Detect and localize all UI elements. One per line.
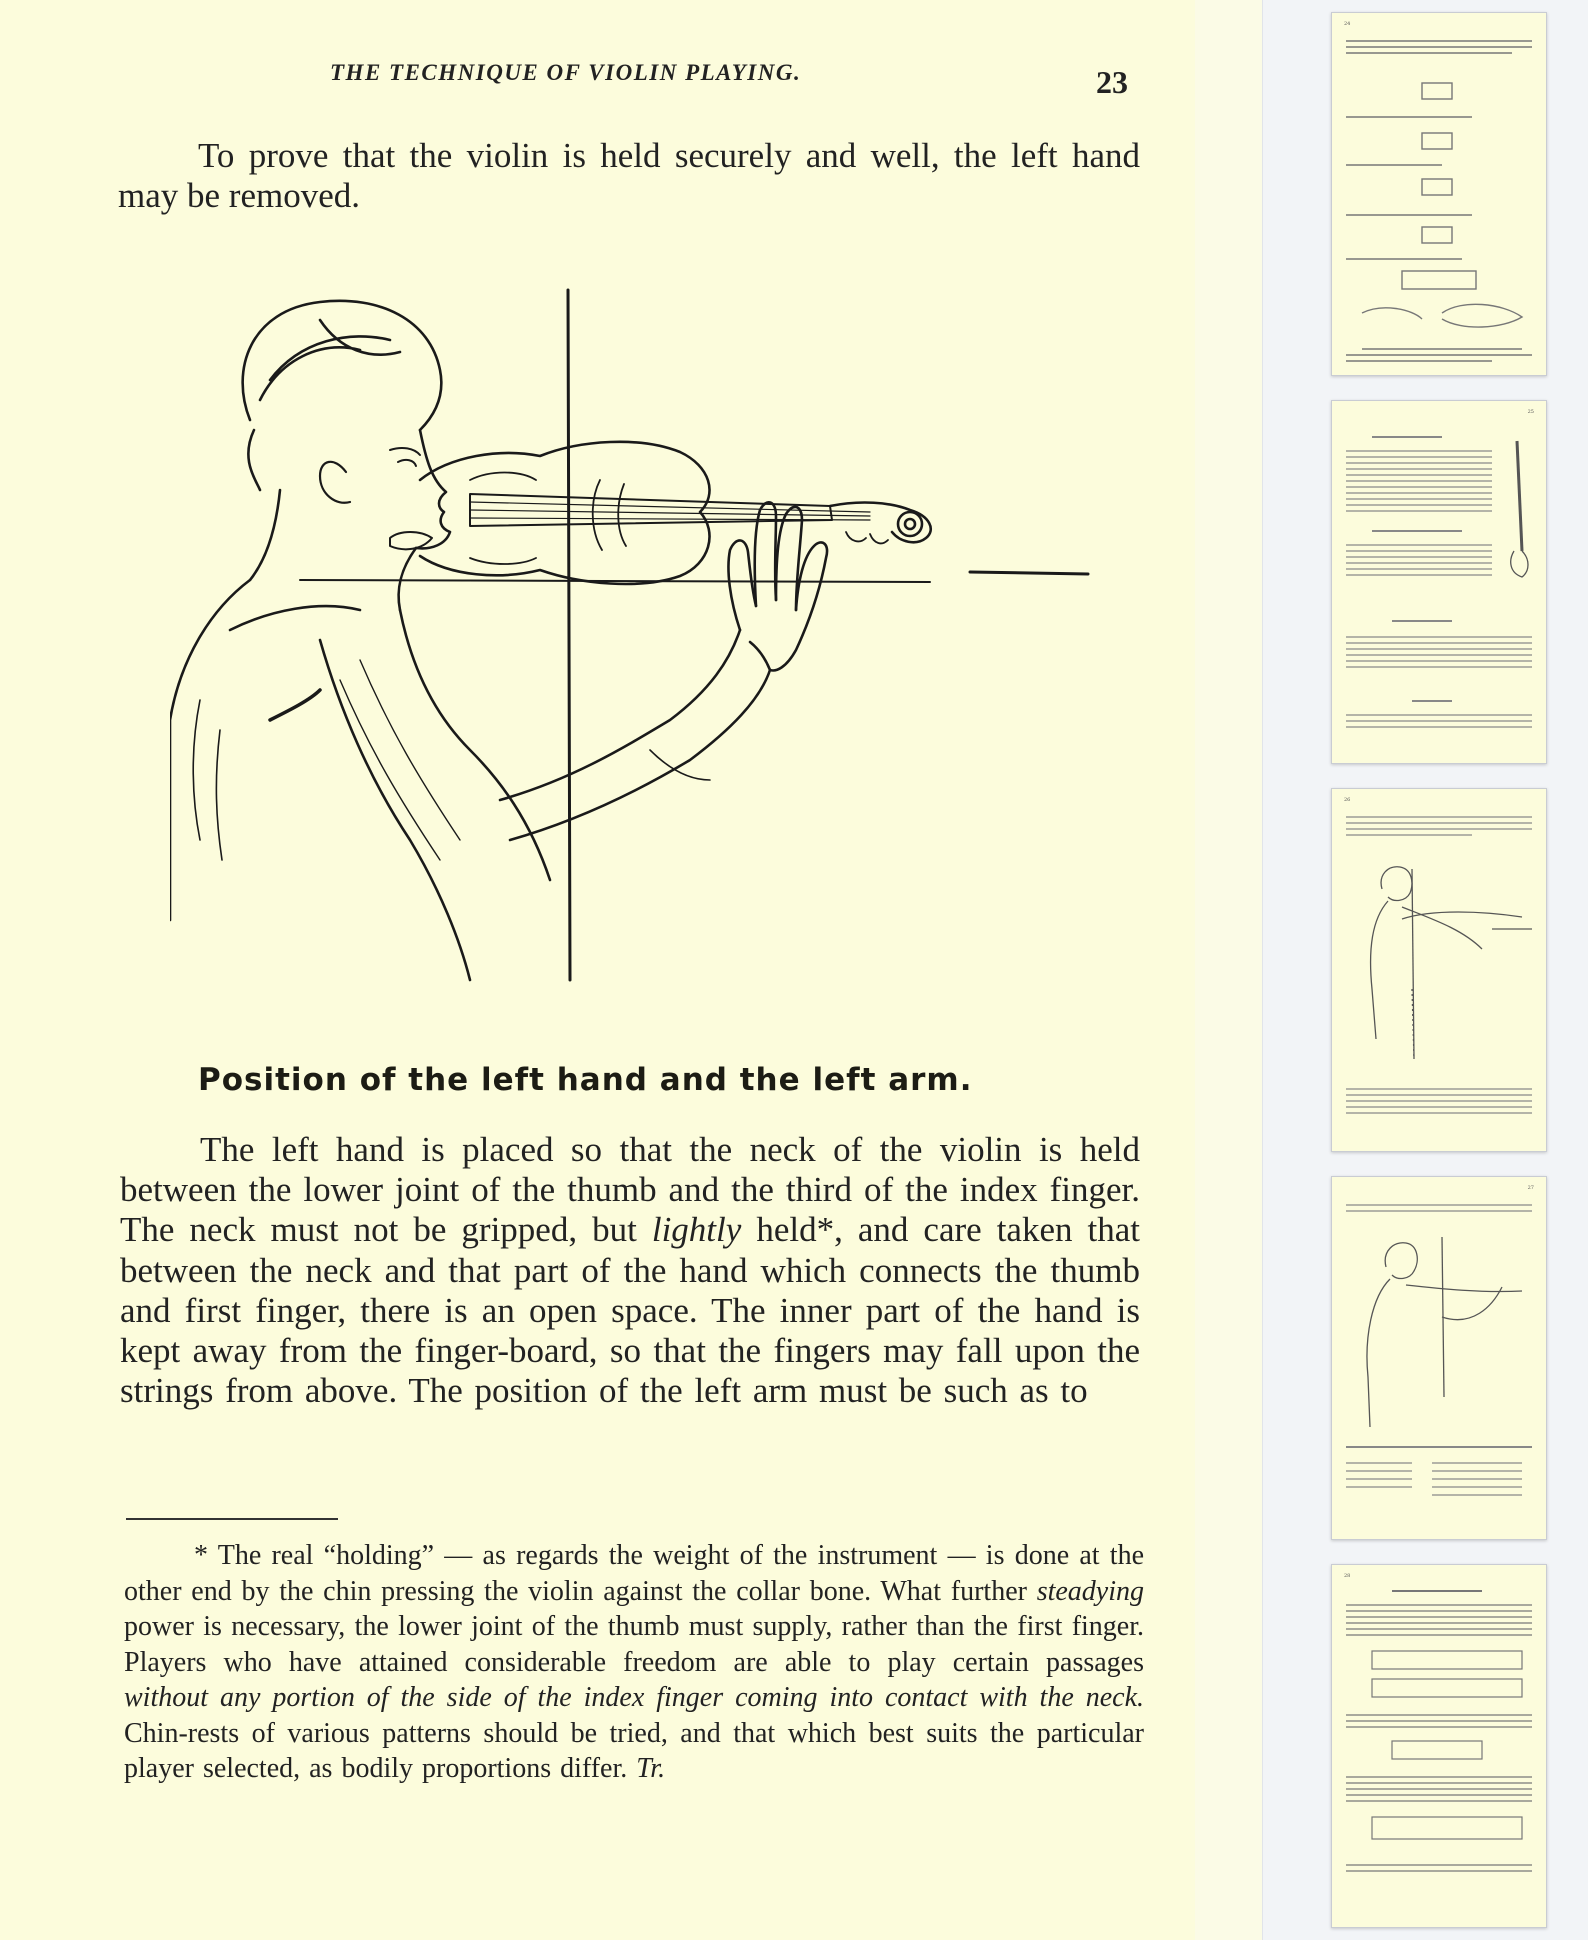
footnote-signature: Tr. bbox=[636, 1753, 666, 1784]
violinist-figure-icon bbox=[170, 280, 1100, 1000]
thumb-page-number: 28 bbox=[1344, 1573, 1351, 1579]
footnote-emphasis: steadying bbox=[1036, 1575, 1144, 1607]
page-thumbnail-2[interactable] bbox=[1331, 400, 1547, 764]
text-page-thumbnail-icon bbox=[1332, 401, 1546, 763]
page-thumbnail-4[interactable] bbox=[1331, 1176, 1547, 1540]
footnote-text-part: power is necessary, the lower joint of the thumb must supply, rather than the first finger. Players who have attained considerable freedom are able to play certain passages bbox=[124, 1611, 1144, 1678]
page-thumbnail-5[interactable] bbox=[1331, 1564, 1547, 1928]
running-head: THE TECHNIQUE OF VIOLIN PLAYING. bbox=[330, 60, 802, 85]
thumb-page-number: 27 bbox=[1527, 1185, 1534, 1191]
intro-paragraph: To prove that the violin is held securely and well, the left hand may be removed. bbox=[118, 136, 1140, 215]
violinist-figure bbox=[170, 280, 1100, 1000]
footnote-text-part: Chin-rests of various patterns should be tried, and that which best suits the particular player selected, as bodily proportions differ. bbox=[124, 1717, 1144, 1784]
body-emphasis: lightly bbox=[651, 1210, 742, 1250]
section-heading: Position of the left hand and the left arm. bbox=[198, 1062, 973, 1098]
footnote bbox=[124, 1538, 1144, 1787]
thumb-page-number: 25 bbox=[1527, 409, 1534, 415]
body-text-part: held*, and care taken that between the neck and that part of the hand which connects the thumb and first finger, there is an open space. The inner part of the hand is kept away from the finger-board, so that the fingers may fall upon the strings from above. The position of the left arm must be such as to bbox=[120, 1210, 1140, 1411]
thumb-page-number: 26 bbox=[1344, 797, 1351, 803]
footnote-text-part: * The real “holding” — as regards the weight of the instrument — is done at the other end by the chin pressing the violin against the collar bone. What further bbox=[124, 1540, 1144, 1607]
thumbnail-panel[interactable] bbox=[1262, 0, 1588, 1940]
music-exercise-thumbnail-icon bbox=[1332, 13, 1546, 375]
violinist-thumbnail-icon bbox=[1332, 789, 1546, 1151]
footnote-divider bbox=[126, 1518, 338, 1520]
violinist-with-table-thumbnail-icon bbox=[1332, 1177, 1546, 1539]
footnote-emphasis: without any portion of the side of the index finger coming into contact with the neck. bbox=[124, 1682, 1144, 1713]
body-text-part: The left hand is placed so that the neck of the violin is held between the lower joint of the thumb and the third of the index finger. The neck must not be gripped, but bbox=[120, 1130, 1140, 1250]
page-number: 23 bbox=[1096, 64, 1128, 100]
page-thumbnail-1[interactable] bbox=[1331, 12, 1547, 376]
body-paragraph bbox=[120, 1130, 1140, 1411]
music-staves-thumbnail-icon bbox=[1332, 1565, 1546, 1927]
page-thumbnail-3[interactable] bbox=[1331, 788, 1547, 1152]
thumb-page-number: 24 bbox=[1344, 21, 1351, 27]
